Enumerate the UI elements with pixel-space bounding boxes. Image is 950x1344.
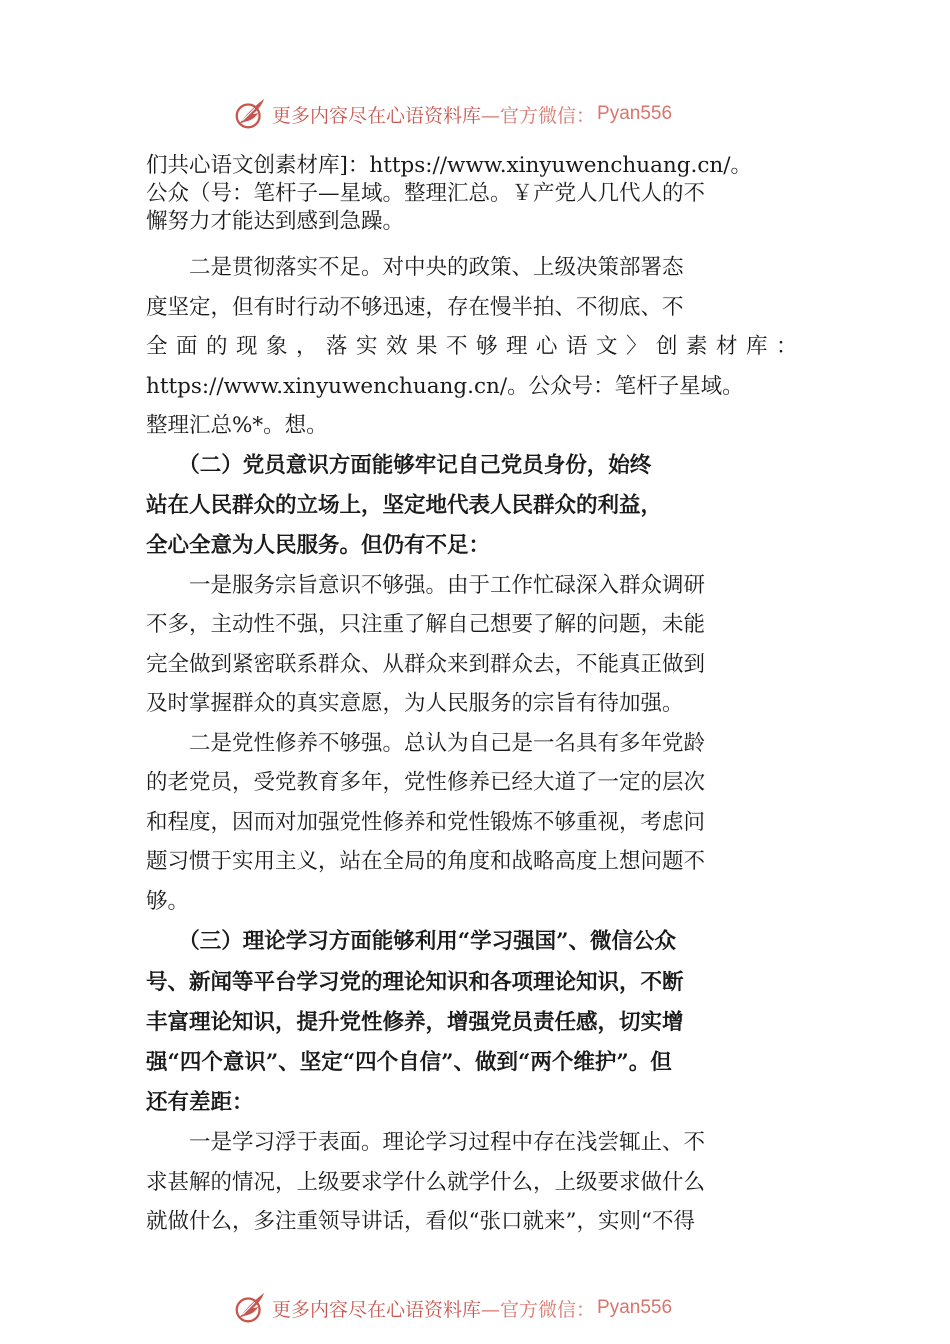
text-line: 的老党员，受党教育多年，党性修养已经大道了一定的层次 [146, 770, 706, 795]
text-line: 站在人民群众的立场上，坚定地代表人民群众的利益， [146, 492, 663, 518]
text-line: 一是服务宗旨意识不够强。由于工作忙碌深入群众调研 [146, 572, 706, 598]
text-line: 懈努力才能达到感到急躁。 [146, 209, 405, 234]
text-line: （三）理论学习方面能够利用“学习强国”、微信公众 [146, 929, 676, 954]
wechat-label: —官方微信： [481, 1298, 596, 1321]
text-line: 及时掌握群众的真实意愿，为人民服务的宗旨有待加强。 [146, 691, 684, 716]
document-body [146, 152, 816, 1242]
brand-text: 更多内容尽在心语资料库 [272, 1298, 482, 1321]
brand-text: 更多内容尽在心语资料库 [272, 104, 482, 127]
text-line: 强“四个意识”、坚定“四个自信”、做到“两个维护”。但 [146, 1050, 672, 1075]
wechat-handle: Pyan556 [597, 1297, 673, 1318]
text-line: 就做什么，多注重领导讲话，看似“张口就来”，实则“不得 [146, 1209, 695, 1234]
text-line: 整理汇总%*。想。 [146, 413, 328, 438]
quill-logo-icon [232, 95, 270, 133]
footer-watermark-banner [232, 1288, 752, 1328]
text-line: 完全做到紧密联系群众、从群众来到群众去，不能真正做到 [146, 651, 706, 677]
text-line: 全心全意为人民服务。但仍有不足： [146, 532, 491, 558]
paragraph-3 [146, 566, 816, 724]
text-line: 求甚解的情况，上级要求学什么就学什么，上级要求做什么 [146, 1169, 706, 1195]
paragraph-5 [146, 1123, 816, 1242]
text-line: 度坚定，但有时行动不够迅速，存在慢半拍、不彻底、不 [146, 294, 684, 320]
quill-logo-icon [232, 1289, 270, 1327]
header-watermark-banner [232, 94, 752, 134]
wechat-label: —官方微信： [481, 104, 596, 127]
text-line: 还有差距： [146, 1090, 254, 1115]
paragraph-1 [146, 152, 816, 236]
text-line: 题习惯于实用主义，站在全局的角度和战略高度上想问题不 [146, 849, 706, 874]
paragraph-4 [146, 724, 816, 922]
text-line: 不多，主动性不强，只注重了解自己想要了解的问题，未能 [146, 612, 706, 637]
wechat-handle: Pyan556 [597, 103, 673, 124]
section-heading-3 [146, 921, 816, 1123]
text-line: 号、新闻等平台学习党的理论知识和各项理论知识，不断 [146, 970, 684, 995]
text-line: 一是学习浮于表面。理论学习过程中存在浅尝辄止、不 [146, 1130, 706, 1155]
text-line: 们共心语文创素材库]：https://www.xinyuwenchuang.cn/。 [146, 153, 752, 178]
text-line: 公众（号：笔杆子—星域。整理汇总。￥产党人几代人的不 [146, 181, 706, 206]
text-line: 全面的现象，落实效果不够理心语文〉创素材库： [146, 334, 807, 359]
text-line: 丰富理论知识，提升党性修养，增强党员责任感，切实增 [146, 1010, 684, 1035]
text-line: 和程度，因而对加强党性修养和党性锻炼不够重视，考虑问 [146, 809, 706, 835]
text-line: 二是党性修养不够强。总认为自己是一名具有多年党龄 [146, 730, 706, 756]
text-line: 够。 [146, 888, 190, 914]
text-line: 二是贯彻落实不足。对中央的政策、上级决策部署态 [146, 255, 684, 280]
text-line: （二）党员意识方面能够牢记自己党员身份，始终 [146, 452, 652, 478]
text-line: https://www.xinyuwenchuang.cn/。公众号：笔杆子星域。 [146, 373, 744, 399]
section-heading-2 [146, 446, 816, 566]
paragraph-2 [146, 248, 816, 446]
